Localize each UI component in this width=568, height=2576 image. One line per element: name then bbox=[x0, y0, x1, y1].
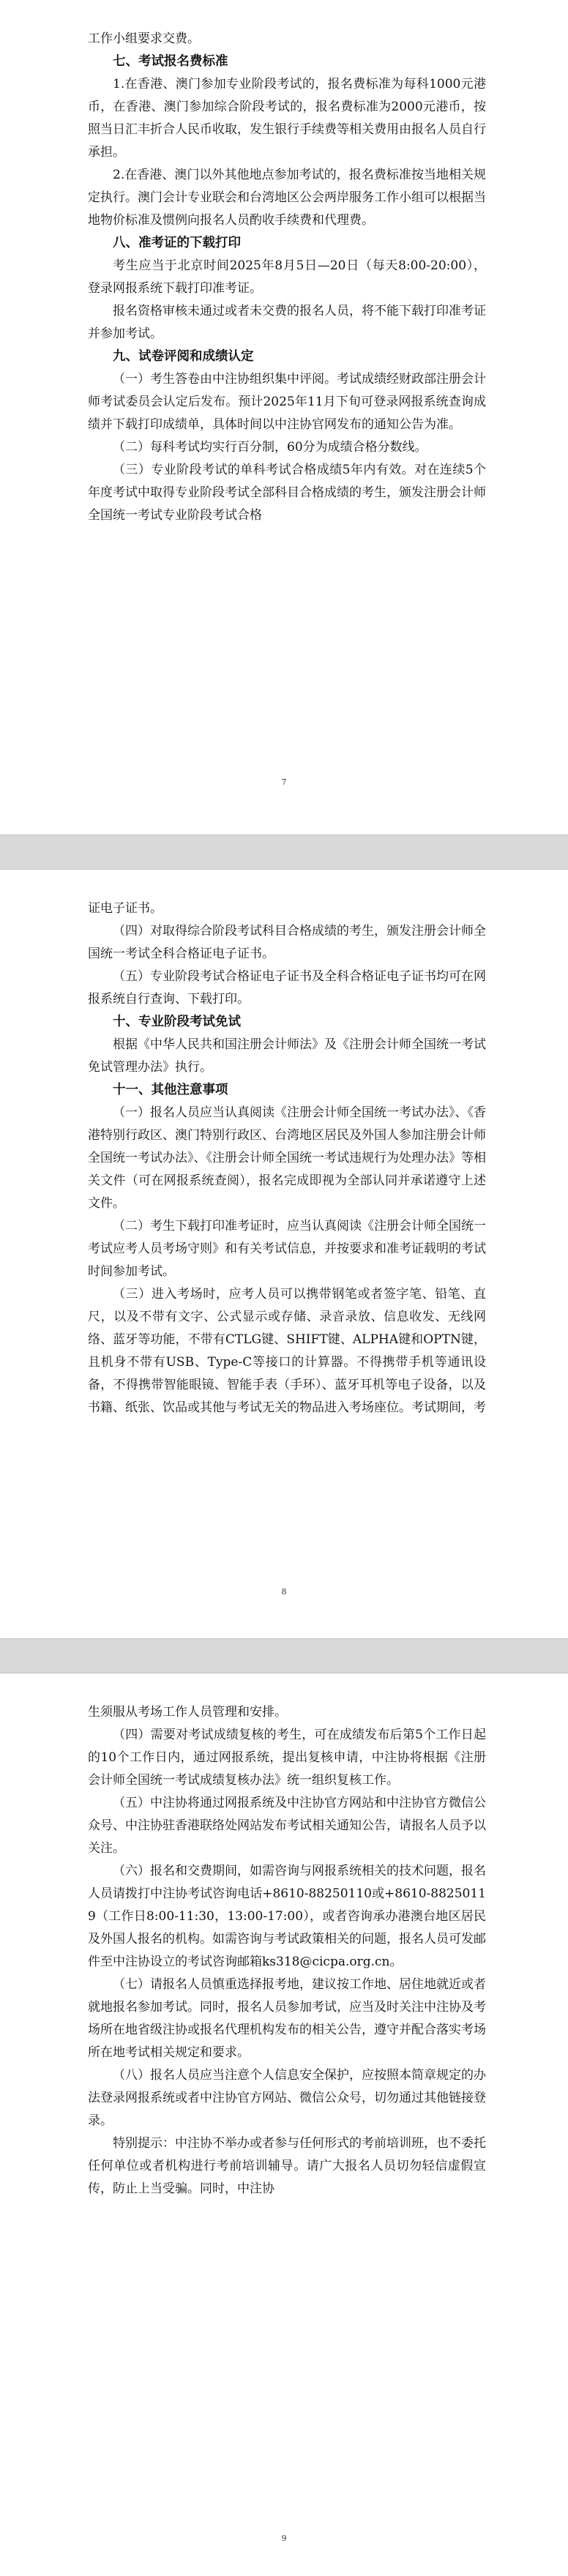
paragraph: 特别提示：中注协不举办或者参与任何形式的考前培训班，也不委托任何单位或者机构进行考前培训辅导。请广大报名人员切勿轻信虚假宣传，防止上当受骗。同时，中注协 bbox=[88, 2136, 486, 2196]
paragraph: （二）考生下载打印准考证时，应当认真阅读《注册会计师全国统一考试应考人员考场守则》和有关考试信息，并按要求和准考证载明的考试时间参加考试。 bbox=[88, 1219, 486, 1279]
page-number: 9 bbox=[281, 2534, 287, 2543]
paragraph: 生须服从考场工作人员管理和安排。 bbox=[88, 1705, 287, 1720]
section-heading: 十一、其他注意事项 bbox=[113, 1083, 228, 1097]
section-heading: 九、试卷评阅和成绩认定 bbox=[113, 349, 254, 364]
paragraph: （二）每科考试均实行百分制，60分为成绩合格分数线。 bbox=[113, 440, 427, 455]
paragraph: 证电子证书。 bbox=[88, 901, 162, 916]
paragraph: 考生应当于北京时间2025年8月5日—20日（每天8:00-20:00），登录网报系统下载打印准考证。 bbox=[88, 258, 486, 296]
paragraph: 2.在香港、澳门以外其他地点参加考试的，报名费标准按当地相关规定执行。澳门会计专业联会和台湾地区公会两岸服务工作小组可以根据当地物价标准及惯例向报名人员酌收手续费和代理费。 bbox=[88, 168, 486, 228]
page-separator bbox=[0, 835, 568, 870]
paragraph: （一）报名人员应当认真阅读《注册会计师全国统一考试办法》、《香港特别行政区、澳门特别行政区、台湾地区居民及外国人参加注册会计师全国统一考试办法》、《注册会计师全国统一考试违规行为处理办法》等相关文件（可在网报系统查阅），报名完成即视为全部认同并承诺遵守上述文件。 bbox=[88, 1105, 486, 1211]
document-page-9 bbox=[0, 1673, 568, 2576]
paragraph: （四）对取得综合阶段考试科目合格成绩的考生，颁发注册会计师全国统一考试全科合格证电子证书。 bbox=[88, 924, 486, 961]
section-heading: 八、准考证的下载打印 bbox=[113, 236, 241, 250]
paragraph: （七）请报名人员慎重选择报考地，建议按工作地、居住地就近或者就地报名参加考试。同时，报名人员参加考试，应当及时关注中注协及考场所在地省级注协或报名代理机构发布的相关公告，遵守并配合落实考场所在地考试相关规定和要求。 bbox=[88, 1977, 486, 2060]
paragraph: 1.在香港、澳门参加专业阶段考试的，报名费标准为每科1000元港币，在香港、澳门参加综合阶段考试的，报名费标准为2000元港币，按照当日汇丰折合人民币收取，发生银行手续费等相关费用由报名人员自行承担。 bbox=[88, 77, 486, 160]
paragraph: 工作小组要求交费。 bbox=[88, 31, 200, 46]
page-number: 7 bbox=[281, 777, 287, 787]
paragraph: （五）中注协将通过网报系统及中注协官方网站和中注协官方微信公众号、中注协驻香港联络处网站发布考试相关通知公告，请报名人员予以关注。 bbox=[88, 1796, 486, 1856]
paragraph: （六）报名和交费期间，如需咨询与网报系统相关的技术问题，报名人员请拨打中注协考试咨询电话+8610-88250110或+8610-88250119（工作日8:00-11:30，13:00-17:00），或者咨询承办港澳台地区居民及外国人报名的机构。如需咨询与考试政策相关的问题，报名人员可发邮件至中注协设立的考试咨询邮箱ks318@cicpa.org.cn。 bbox=[88, 1864, 486, 1969]
section-heading: 十、专业阶段考试免试 bbox=[113, 1015, 241, 1029]
paragraph: 报名资格审核未通过或者未交费的报名人员，将不能下载打印准考证并参加考试。 bbox=[88, 304, 486, 341]
section-heading: 七、考试报名费标准 bbox=[113, 54, 228, 69]
page-number: 8 bbox=[281, 1587, 287, 1597]
paragraph: （五）专业阶段考试合格证电子证书及全科合格证电子证书均可在网报系统自行查询、下载打印。 bbox=[88, 969, 486, 1007]
document-page-7 bbox=[0, 0, 568, 835]
paragraph: （三）进入考场时，应考人员可以携带钢笔或者签字笔、铅笔、直尺，以及不带有文字、公式显示或存储、录音录放、信息收发、无线网络、蓝牙等功能，不带有CTLG键、SHIFT键、ALPHA键和OPTN键，且机身不带有USB、Type-C等接口的计算器。不得携带手机等通讯设备，不得携带智能眼镜、智能手表（手环）、蓝牙耳机等电子设备，以及书籍、纸张、饮品或其他与考试无关的物品进入考场座位。考试期间，考 bbox=[88, 1287, 486, 1415]
document-page-8 bbox=[0, 870, 568, 1638]
paragraph: （一）考生答卷由中注协组织集中评阅。考试成绩经财政部注册会计师考试委员会认定后发布。预计2025年11月下旬可登录网报系统查询成绩并下载打印成绩单，具体时间以中注协官网发布的通知公告为准。 bbox=[88, 372, 486, 432]
paragraph: （八）报名人员应当注意个人信息安全保护，应按照本简章规定的办法登录网报系统或者中注协官方网站、微信公众号，切勿通过其他链接登录。 bbox=[88, 2068, 486, 2128]
page-separator bbox=[0, 1638, 568, 1673]
paragraph: （三）专业阶段考试的单科考试合格成绩5年内有效。对在连续5个年度考试中取得专业阶段考试全部科目合格成绩的考生，颁发注册会计师全国统一考试专业阶段考试合格 bbox=[88, 463, 486, 523]
paragraph: （四）需要对考试成绩复核的考生，可在成绩发布后第5个工作日起的10个工作日内，通过网报系统，提出复核申请，中注协将根据《注册会计师全国统一考试成绩复核办法》统一组织复核工作。 bbox=[88, 1728, 486, 1788]
paragraph: 根据《中华人民共和国注册会计师法》及《注册会计师全国统一考试免试管理办法》执行。 bbox=[88, 1037, 486, 1075]
